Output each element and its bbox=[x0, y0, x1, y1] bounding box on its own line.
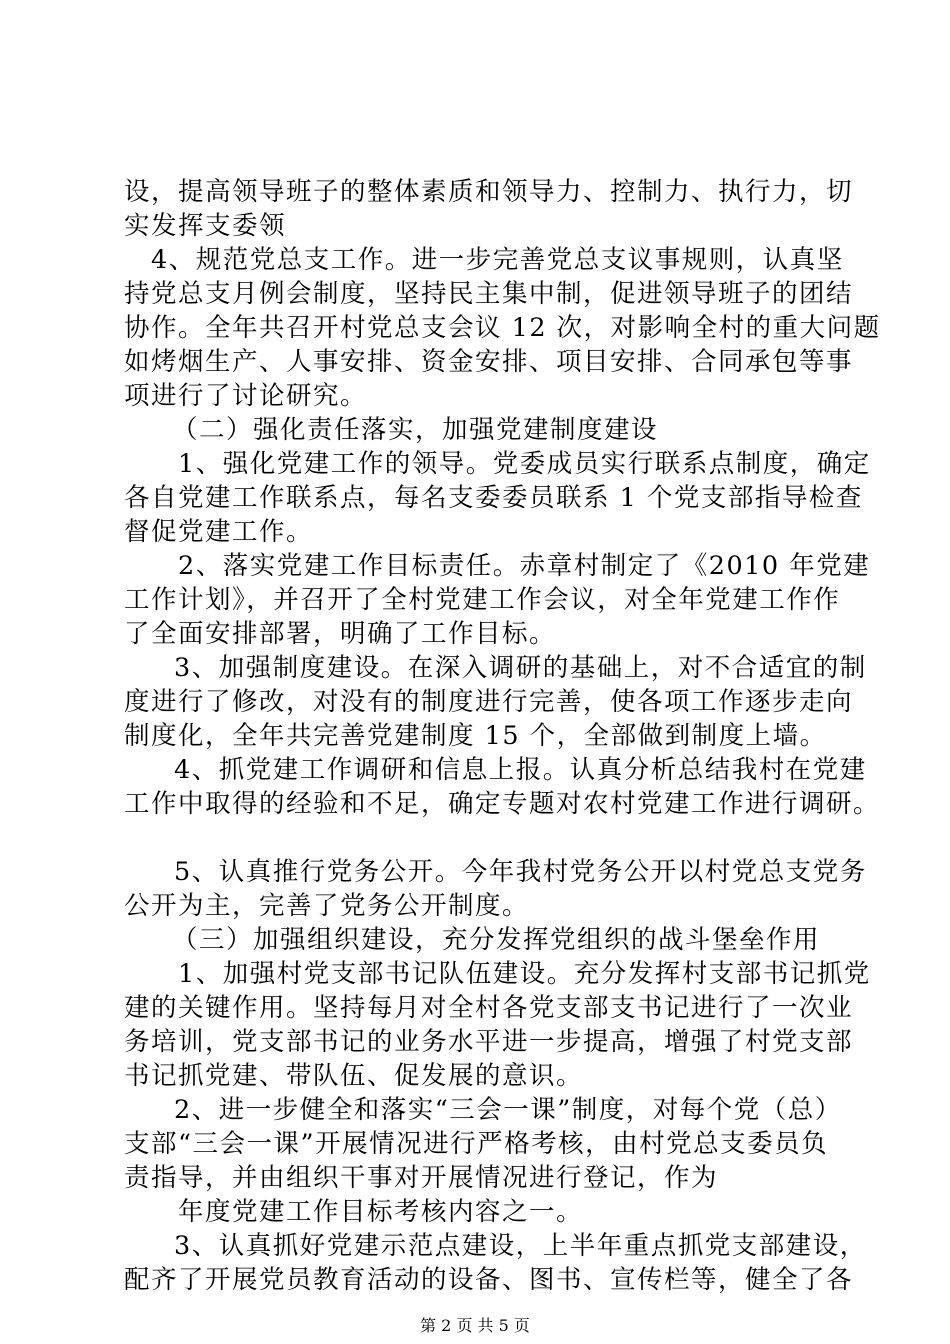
text-line: 配齐了开展党员教育活动的设备、图书、宣传栏等，健全了各 bbox=[124, 1265, 854, 1295]
text-line: 4、抓党建工作调研和信息上报。认真分析总结我村在党建 bbox=[174, 755, 867, 785]
page-number-footer: 第 2 页 共 5 页 bbox=[420, 1316, 530, 1335]
text-line: 3、加强制度建设。在深入调研的基础上，对不合适宜的制 bbox=[174, 653, 867, 683]
text-line: 务培训，党支部书记的业务水平进一步提高，增强了村党支部 bbox=[124, 1027, 854, 1057]
text-line: 责指导，并由组织干事对开展情况进行登记，作为 bbox=[124, 1163, 719, 1193]
text-line: 实发挥支委领 bbox=[124, 211, 287, 241]
text-line: 3、认真抓好党建示范点建设，上半年重点抓党支部建设， bbox=[174, 1231, 867, 1261]
text-line: 工作中取得的经验和不足，确定专题对农村党建工作进行调研。 bbox=[124, 789, 881, 819]
text-line: 制度化，全年共完善党建制度 15 个，全部做到制度上墙。 bbox=[124, 721, 827, 751]
text-line: 1、强化党建工作的领导。党委成员实行联系点制度，确定 bbox=[178, 449, 871, 479]
text-line: 如烤烟生产、人事安排、资金安排、项目安排、合同承包等事 bbox=[124, 347, 854, 377]
text-line: 各自党建工作联系点，每名支委委员联系 1 个党支部指导检查 bbox=[124, 483, 863, 513]
text-line: 建的关键作用。坚持每月对全村各党支部支书记进行了一次业 bbox=[124, 993, 854, 1023]
text-line: 度进行了修改，对没有的制度进行完善，使各项工作逐步走向 bbox=[124, 687, 854, 717]
text-line: 了全面安排部署，明确了工作目标。 bbox=[124, 619, 557, 649]
text-line: 协作。全年共召开村党总支会议 12 次，对影响全村的重大问题 bbox=[124, 313, 881, 343]
section-heading: （三）加强组织建设，充分发挥党组织的战斗堡垒作用 bbox=[172, 925, 821, 955]
text-line: 4、规范党总支工作。进一步完善党总支议事规则，认真坚 bbox=[151, 245, 844, 275]
section-heading: （二）强化责任落实，加强党建制度建设 bbox=[172, 415, 659, 445]
text-line: 持党总支月例会制度，坚持民主集中制，促进领导班子的团结 bbox=[124, 279, 854, 309]
text-line: 年度党建工作目标考核内容之一。 bbox=[178, 1197, 584, 1227]
text-line: 2、落实党建工作目标责任。赤章村制定了《2010 年党建 bbox=[178, 551, 871, 581]
text-line: 1、加强村党支部书记队伍建设。充分发挥村支部书记抓党 bbox=[178, 959, 871, 989]
text-line: 项进行了讨论研究。 bbox=[124, 381, 368, 411]
text-line: 设，提高领导班子的整体素质和领导力、控制力、执行力，切 bbox=[124, 177, 854, 207]
text-line: 公开为主，完善了党务公开制度。 bbox=[124, 891, 530, 921]
text-line: 书记抓党建、带队伍、促发展的意识。 bbox=[124, 1061, 584, 1091]
text-line: 2、进一步健全和落实“三会一课”制度，对每个党（总） bbox=[174, 1095, 842, 1125]
text-line: 支部“三会一课”开展情况进行严格考核，由村党总支委员负 bbox=[124, 1129, 829, 1159]
text-line: 督促党建工作。 bbox=[124, 517, 314, 547]
text-line: 工作计划》，并召开了全村党建工作会议，对全年党建工作作 bbox=[124, 585, 841, 615]
text-line: 5、认真推行党务公开。今年我村党务公开以村党总支党务 bbox=[174, 857, 867, 887]
